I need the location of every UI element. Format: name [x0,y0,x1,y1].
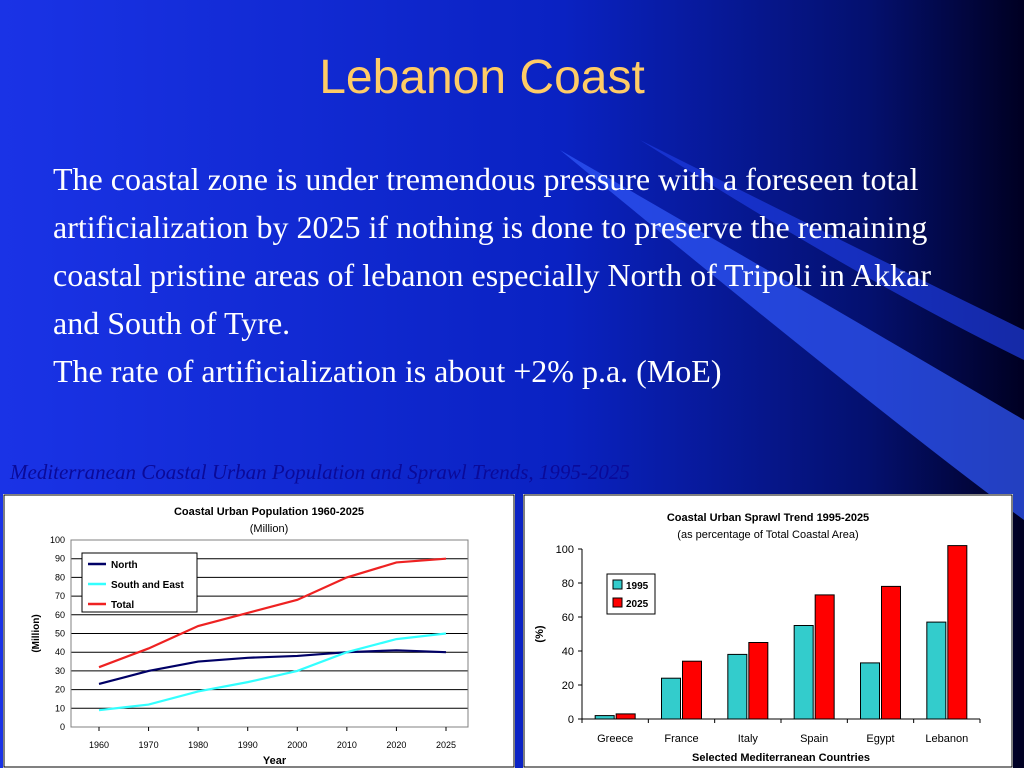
chart-border [4,495,514,767]
x-tick-label: 1960 [88,740,110,750]
bar-2025-italy [749,643,768,720]
x-tick-label: 1990 [237,740,258,750]
body-paragraph: The rate of artificialization is about +2% p.a. (MoE) [53,353,722,389]
y-axis-label: (Million) [31,614,42,653]
x-tick-label: Spain [800,733,829,745]
slide-title: Lebanon Coast [319,51,645,104]
y-tick-label: 30 [54,665,65,676]
legend-swatch [613,580,622,589]
y-tick-label: 0 [567,714,574,726]
bar-2025-greece [616,714,635,719]
x-tick-label: Lebanon [925,733,969,745]
x-tick-label: 1980 [188,740,209,750]
figure-caption: Mediterranean Coastal Urban Population and Sprawl Trends, 1995-2025 [10,460,630,484]
y-tick-label: 50 [54,628,65,639]
sprawl-chart-panel [523,494,1013,768]
legend-label: Total [111,600,135,611]
y-tick-label: 20 [54,684,65,695]
x-tick-label: 2000 [287,740,308,750]
y-tick-label: 80 [561,578,574,590]
y-tick-label: 60 [54,609,65,620]
y-tick-label: 20 [561,680,574,692]
y-tick-label: 80 [54,572,65,583]
population-chart-panel [3,494,515,768]
x-axis-label: Year [262,755,287,767]
y-tick-label: 40 [54,647,65,658]
bar-2025-spain [815,595,834,719]
bar-1995-france [662,678,681,719]
y-tick-label: 10 [54,703,65,714]
chart-title: Coastal Urban Sprawl Trend 1995-2025 [666,512,870,524]
chart-title: Coastal Urban Population 1960-2025 [173,506,365,518]
y-tick-label: 70 [54,591,65,602]
legend-swatch [613,598,622,607]
bar-2025-lebanon [948,546,967,719]
bar-2025-egypt [882,586,901,719]
bar-1995-italy [728,654,747,719]
bar-2025-france [683,661,702,719]
y-tick-label: 100 [49,535,65,545]
legend-label: South and East [111,580,184,591]
x-tick-label: 2010 [336,740,357,750]
chart-subtitle: (as percentage of Total Coastal Area) [677,529,859,541]
x-tick-label: 1970 [138,740,159,750]
y-tick-label: 90 [54,553,65,564]
y-axis-label: (%) [534,625,546,643]
bar-1995-egypt [861,663,880,719]
y-tick-label: 0 [59,722,65,732]
legend-label: North [111,560,138,571]
bar-1995-greece [595,716,614,719]
body-paragraph: The coastal zone is under tremendous pressure with a foreseen total artificialization by 2025 if nothing is done to preserve the remaining coastal pristine areas of lebanon especially North of Tripoli in Akkar and South of Tyre. [53,161,932,341]
x-tick-label: Egypt [866,733,895,745]
x-tick-label: Italy [737,733,758,745]
y-tick-label: 40 [561,646,574,658]
x-tick-label: 2025 [435,740,457,750]
population-line-chart [3,494,515,768]
legend-label: 1995 [626,581,649,592]
sprawl-bar-chart [523,494,1013,768]
bar-1995-lebanon [927,622,946,719]
x-tick-label: France [664,733,699,745]
x-tick-label: Greece [597,733,634,745]
x-tick-label: 2020 [386,740,407,750]
bar-1995-spain [794,626,813,720]
chart-subtitle: (Million) [249,523,289,535]
legend-label: 2025 [626,599,649,610]
y-tick-label: 60 [561,612,574,624]
y-tick-label: 100 [555,544,574,556]
body-text [53,155,973,395]
x-axis-label: Selected Mediterranean Countries [692,752,870,764]
